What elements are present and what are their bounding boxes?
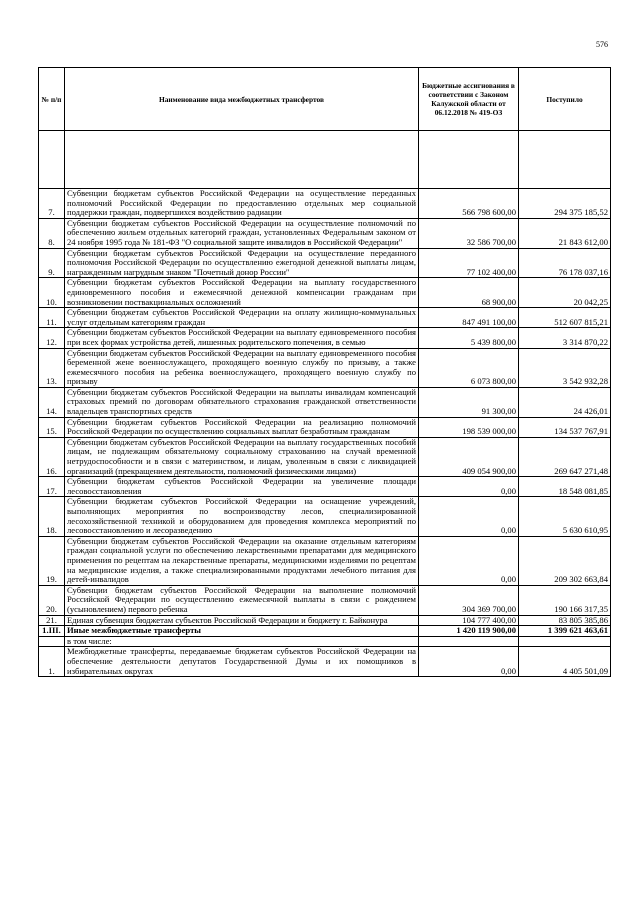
page-number: 576 [596,40,608,49]
table-row [39,278,611,308]
row-name: Иные межбюджетные трансферты [65,626,419,637]
row-plan-amount: 6 073 800,00 [419,348,519,387]
row-received-amount: 3 542 932,28 [519,348,611,387]
header-received: Поступило [519,68,611,131]
row-plan-amount: 566 798 600,00 [419,189,519,219]
row-name: Субвенции бюджетам субъектов Российской Федерации на выплату государственных пособий лицам, не подлежащим обязательному социальному страхованию на случай временной нетрудоспособности и в связи с материнством, и лицам, уволенным в связи с ликвидацией организаций (прекращением деятельности, полномочий физическими лицами) [65,437,419,476]
row-received-amount: 134 537 767,91 [519,417,611,437]
row-name: Субвенции бюджетам субъектов Российской Федерации на осуществление переданного полномочия Российской Федерации по осуществлению ежегодной денежной выплаты лицам, награжденным нагрудным знаком "Почетный донор России" [65,248,419,278]
row-number: 13. [39,348,65,387]
row-received-amount: 18 548 081,85 [519,477,611,497]
row-received-amount: 24 426,01 [519,387,611,417]
row-number: 16. [39,437,65,476]
header-num: № п/п [39,68,65,131]
row-plan-amount: 0,00 [419,536,519,585]
row-received-amount: 76 178 037,16 [519,248,611,278]
row-plan-amount: 409 054 900,00 [419,437,519,476]
row-received-amount [519,636,611,647]
header-name: Наименование вида межбюджетных трансфертов [65,68,419,131]
row-number: 14. [39,387,65,417]
row-plan-amount: 0,00 [419,647,519,677]
table-row [39,387,611,417]
row-plan-amount: 68 900,00 [419,278,519,308]
row-name: Субвенции бюджетам субъектов Российской Федерации на оплату жилищно-коммунальных услуг отдельным категориям граждан [65,308,419,328]
row-received-amount: 5 630 610,95 [519,497,611,536]
row-name: Субвенции бюджетам субъектов Российской Федерации на реализацию полномочий Российской Федерации по осуществлению социальных выплат безработным гражданам [65,417,419,437]
row-name: Межбюджетные трансферты, передаваемые бюджетам субъектов Российской Федерации на обеспечение деятельности депутатов Государственной Думы и их помощников в избирательных округах [65,647,419,677]
row-received-amount: 190 166 317,35 [519,585,611,615]
row-number: 7. [39,189,65,219]
row-name: Субвенции бюджетам субъектов Российской Федерации на осуществление переданных полномочий Российской Федерации по предоставлению отдельных мер социальной поддержки граждан, подвергшихся воздействию радиации [65,189,419,219]
table-row [39,348,611,387]
table-row [39,328,611,348]
row-number: 1.III. [39,626,65,637]
row-number: 17. [39,477,65,497]
empty-cell [65,131,419,189]
row-number: 10. [39,278,65,308]
row-received-amount: 3 314 870,22 [519,328,611,348]
table-row [39,437,611,476]
row-plan-amount [419,636,519,647]
table-row [39,497,611,536]
row-number: 20. [39,585,65,615]
row-plan-amount: 0,00 [419,477,519,497]
row-name: Субвенции бюджетам субъектов Российской Федерации на выплату единовременного пособия беременной жене военнослужащего, проходящего военную службу по призыву, а также ежемесячного пособия на ребенка военнослужащего, проходящего военную службу по призыву [65,348,419,387]
table-row [39,308,611,328]
row-received-amount: 294 375 185,52 [519,189,611,219]
row-received-amount: 4 405 501,09 [519,647,611,677]
row-received-amount: 21 843 612,00 [519,218,611,248]
row-received-amount: 1 399 621 463,61 [519,626,611,637]
row-name: Субвенции бюджетам субъектов Российской Федерации на осуществление полномочий по обеспечению жильем отдельных категорий граждан, установленных Федеральным законом от 24 ноября 1995 года № 181-ФЗ "О социальной защите инвалидов в Российской Федерации" [65,218,419,248]
table-row [39,626,611,637]
row-plan-amount: 32 586 700,00 [419,218,519,248]
empty-spacer-row [39,131,611,189]
header-plan: Бюджетные ассигнования в соответствии с Законом Калужской области от 06.12.2018 № 419-ОЗ [419,68,519,131]
row-number [39,636,65,647]
row-plan-amount: 304 369 700,00 [419,585,519,615]
table-row [39,585,611,615]
row-number: 1. [39,647,65,677]
row-name: Субвенции бюджетам субъектов Российской Федерации на выполнение полномочий Российской Федерации по осуществлению ежемесячной выплаты в связи с рождением (усыновлением) первого ребенка [65,585,419,615]
row-number: 11. [39,308,65,328]
row-plan-amount: 104 777 400,00 [419,615,519,626]
row-plan-amount: 847 491 100,00 [419,308,519,328]
table-row [39,536,611,585]
table-row [39,189,611,219]
row-received-amount: 269 647 271,48 [519,437,611,476]
row-plan-amount: 1 420 119 900,00 [419,626,519,637]
row-plan-amount: 5 439 800,00 [419,328,519,348]
table-header-row [39,68,611,131]
row-plan-amount: 77 102 400,00 [419,248,519,278]
table-row [39,477,611,497]
row-received-amount: 209 302 663,84 [519,536,611,585]
table-body [39,131,611,677]
row-number: 12. [39,328,65,348]
row-name: Субвенции бюджетам субъектов Российской Федерации на оказание отдельным категориям граждан социальной услуги по обеспечению лекарственными препаратами для медицинского применения по рецептам на лекарственные препараты, медицинскими изделиями по рецептам на медицинские изделия, а также специализированными продуктами лечебного питания для детей-инвалидов [65,536,419,585]
row-number: 8. [39,218,65,248]
empty-cell [419,131,519,189]
table-row [39,636,611,647]
row-number: 19. [39,536,65,585]
row-name: Субвенции бюджетам субъектов Российской Федерации на увеличение площади лесовосстановления [65,477,419,497]
row-name: Субвенции бюджетам субъектов Российской Федерации на оснащение учреждений, выполняющих мероприятия по воспроизводству лесов, специализированной лесохозяйственной техникой и оборудованием для проведения комплекса мероприятий по лесовосстановлению и лесоразведению [65,497,419,536]
row-number: 9. [39,248,65,278]
row-plan-amount: 0,00 [419,497,519,536]
row-name: Субвенции бюджетам субъектов Российской Федерации на выплату единовременного пособия при всех формах устройства детей, лишенных родительского попечения, в семью [65,328,419,348]
row-received-amount: 83 805 385,86 [519,615,611,626]
row-number: 18. [39,497,65,536]
row-name: Единая субвенция бюджетам субъектов Российской Федерации и бюджету г. Байконура [65,615,419,626]
table-row [39,647,611,677]
row-received-amount: 512 607 815,21 [519,308,611,328]
row-received-amount: 20 042,25 [519,278,611,308]
table-row [39,248,611,278]
table-row [39,615,611,626]
empty-cell [519,131,611,189]
row-plan-amount: 198 539 000,00 [419,417,519,437]
row-number: 15. [39,417,65,437]
row-plan-amount: 91 300,00 [419,387,519,417]
transfers-table [38,67,611,677]
row-name: Субвенции бюджетам субъектов Российской Федерации на выплату государственного единовременного пособия и ежемесячной денежной компенсации гражданам при возникновении поствакцинальных осложнений [65,278,419,308]
row-name: в том числе: [65,636,419,647]
row-name: Субвенции бюджетам субъектов Российской Федерации на выплаты инвалидам компенсаций страховых премий по договорам обязательного страхования гражданской ответственности владельцев транспортных средств [65,387,419,417]
row-number: 21. [39,615,65,626]
table-row [39,417,611,437]
empty-cell [39,131,65,189]
table-row [39,218,611,248]
